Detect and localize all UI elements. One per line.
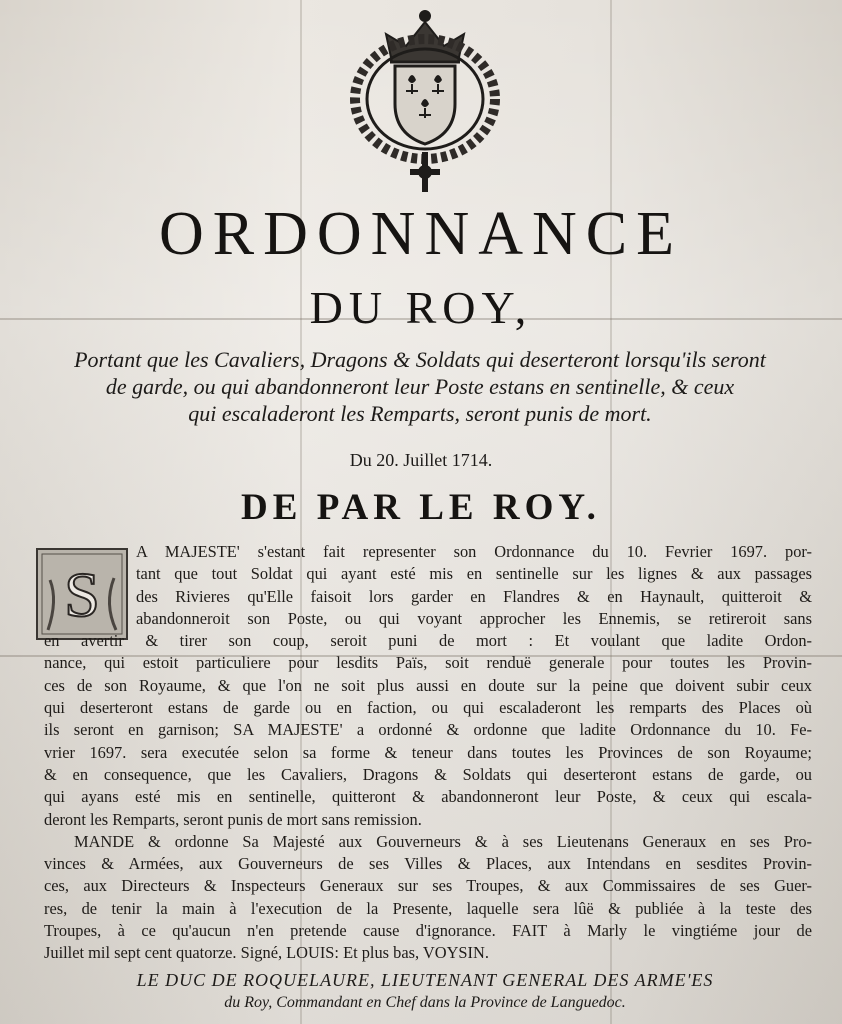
subtitle-line: qui escaladeront les Remparts, seront punis de mort. — [188, 401, 652, 426]
initial-letter: S — [64, 559, 100, 630]
document-body — [44, 541, 812, 965]
document-date: Du 20. Juillet 1714. — [349, 450, 493, 470]
subtitle-line: de garde, ou qui abandonneront leur Poste estans en sentinelle, & ceux — [105, 374, 735, 399]
body-line: ils seront en garnison; SA MAJESTE' a ordonné & ordonne que ladite Ordonnance du 10. Fe- — [44, 720, 812, 740]
body-line: vrier 1697. sera executée selon sa forme & teneur dans toutes les Provinces de son Royaume; — [44, 742, 812, 762]
body-line: Troupes, à ce qu'aucun n'en pretende cause d'ignorance. FAIT à Marly le vingtiéme jour de — [44, 921, 812, 941]
footer-line: LE DUC DE ROQUELAURE, LIEUTENANT GENERAL DES ARME'ES — [136, 970, 714, 990]
body-line: & en consequence, que les Cavaliers, Dragons & Soldats qui deserteront estans de garde, ou — [44, 764, 812, 784]
body-line: nance, qui estoit particuliere pour lesdits Païs, soit renduë generale pour toutes les Provin- — [44, 653, 812, 673]
body-line: res, de tenir la main à l'execution de la Presente, laquelle sera lûë & publiée à la teste des — [44, 898, 812, 918]
body-line: tant que tout Soldat qui ayant esté mis en sentinelle sur les lignes & aux passages — [136, 564, 812, 584]
body-line: vinces & Armées, aux Gouverneurs de ses Villes & Places, aux Intendans en sesdites Provin- — [44, 854, 812, 874]
document-footer — [40, 968, 810, 1014]
subtitle-line: Portant que les Cavaliers, Dragons & Soldats qui deserteront lorsqu'ils seront — [74, 347, 766, 372]
document-title: ORDONNANCE — [159, 200, 683, 268]
body-line: ces, aux Directeurs & Inspecteurs Generaux sur ses Troupes, & aux Commissaires de ses Guer- — [44, 876, 812, 896]
body-line: Juillet mil sept cent quatorze. Signé, LOUIS: Et plus bas, VOYSIN. — [44, 943, 489, 963]
body-line: A MAJESTE' s'estant fait representer son Ordonnance du 10. Fevrier 1697. por- — [136, 542, 812, 561]
body-line: MANDE & ordonne Sa Majesté aux Gouverneurs & à ses Lieutenans Generaux en ses Pro- — [74, 831, 812, 851]
royal-coat-of-arms-icon — [340, 4, 510, 194]
body-line: abandonneroit son Poste, ou qui voyant approcher les Ennemis, se retireroit sans — [136, 608, 812, 628]
body-line: ces de son Royaume, & que l'on ne soit plus aussi en doute sur la peine que doivent subir ceux — [44, 675, 812, 695]
document-title-line2: DU ROY, — [309, 282, 533, 333]
body-line: qui ayans esté mis en sentinelle, quitteront & abandonneront leur Poste, & ceux qui escala- — [44, 787, 812, 807]
section-heading: DE PAR LE ROY. — [241, 487, 601, 528]
body-line: en avertir & tirer son coup, seroit puni de mort : Et voulant que ladite Ordon- — [44, 631, 812, 651]
footer-line: du Roy, Commandant en Chef dans la Province de Languedoc. — [224, 994, 626, 1011]
document-subtitle — [40, 346, 800, 427]
body-line: qui deserteront estans de garde ou en faction, ou qui escaladeront les remparts des Places où — [44, 698, 812, 718]
body-line: des Rivieres qu'Elle faisoit lors garder en Flandres & en Haynault, quitteroit & — [136, 586, 812, 606]
body-line: deront les Remparts, seront punis de mort sans remission. — [44, 809, 422, 829]
